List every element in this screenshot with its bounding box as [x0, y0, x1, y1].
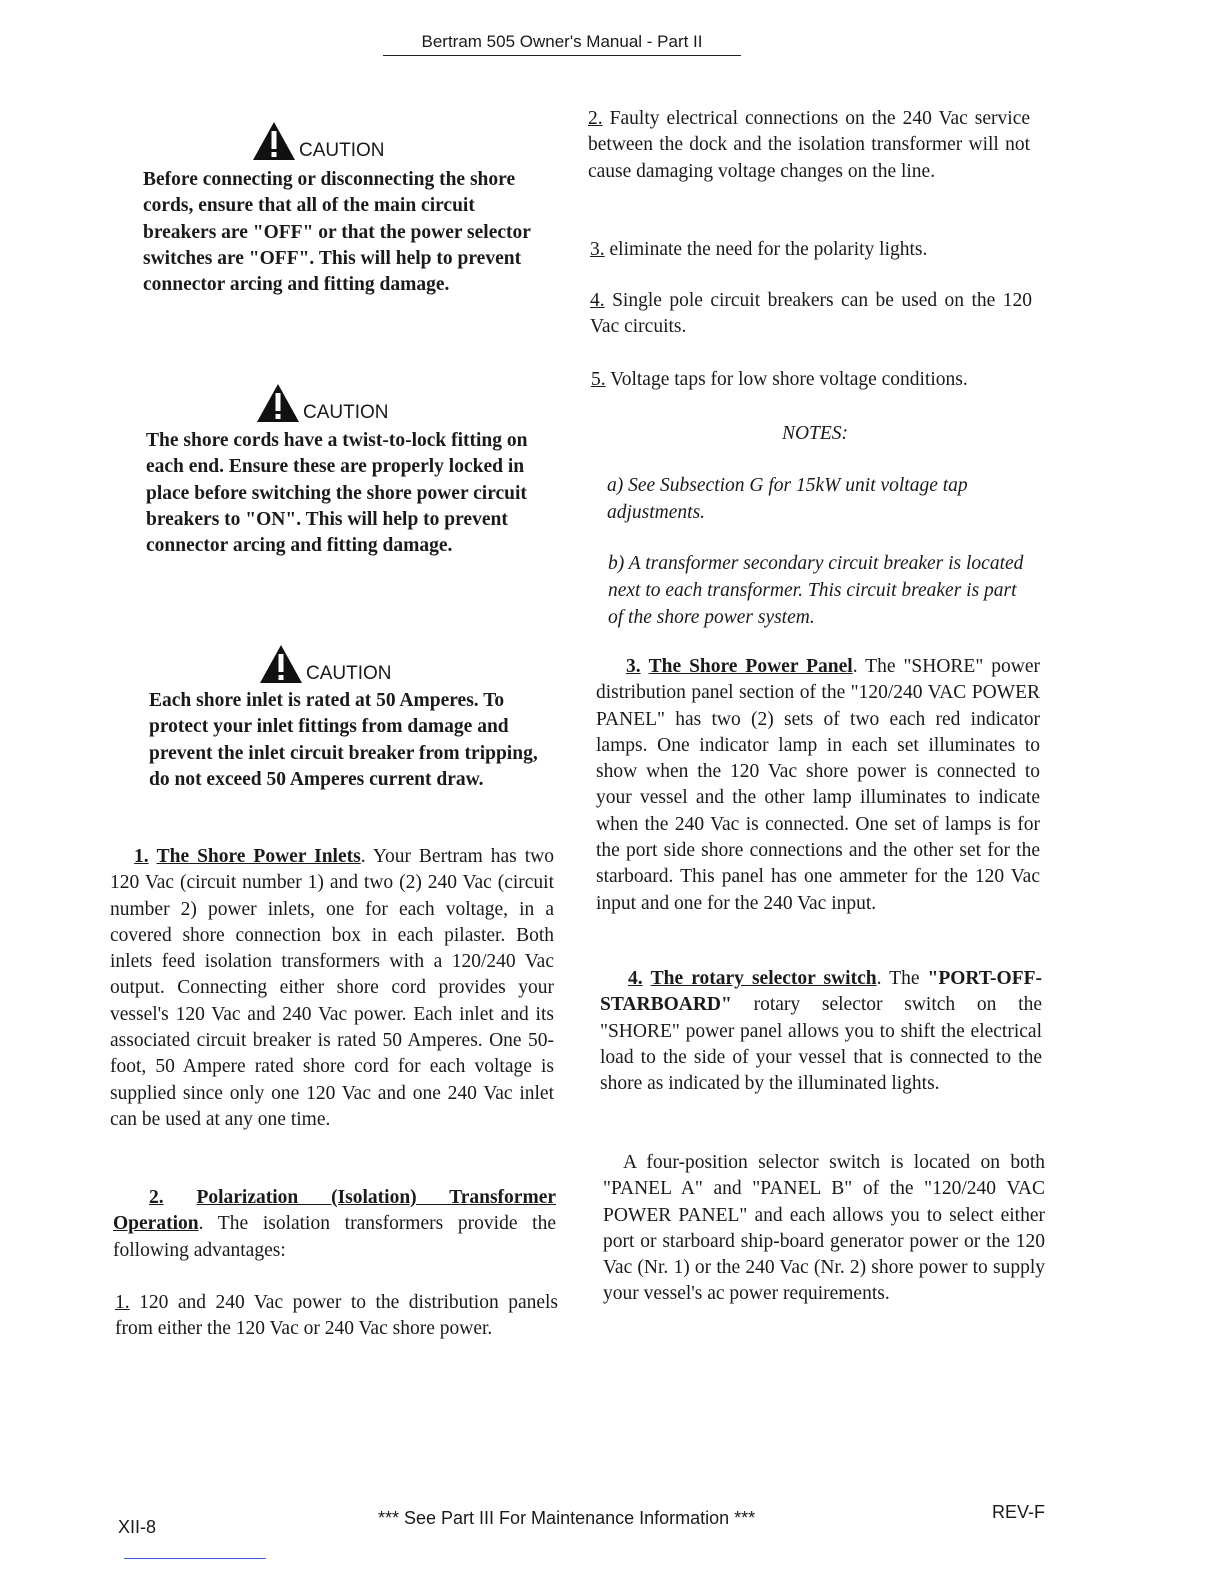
- warning-triangle-icon: [251, 120, 297, 162]
- section-transformer-operation: [113, 1185, 556, 1264]
- revision-label: REV-F: [992, 1502, 1046, 1522]
- item-number: 1.: [115, 1292, 130, 1313]
- caution-heading: [255, 382, 389, 424]
- note-a: a) See Subsection G for 15kW unit voltage tap adjustments.: [607, 475, 968, 523]
- section-number: 2.: [149, 1187, 164, 1208]
- advantage-item: [590, 288, 1032, 341]
- warning-triangle-icon: [255, 382, 301, 424]
- warning-triangle-icon: [258, 643, 304, 685]
- advantage-item: [590, 237, 1032, 263]
- note-b: b) A transformer secondary circuit breaker is located next to each transformer. This circuit breaker is part of the shore power system.: [608, 553, 1024, 628]
- advantage-item: [115, 1290, 558, 1343]
- section-title: The Shore Power Panel: [648, 656, 853, 677]
- caution-text: Before connecting or disconnecting the shore cords, ensure that all of the main circuit breakers are "OFF" or that the power selector switches are "OFF". This will help to prevent connector arcing and fitting damage.: [143, 169, 531, 296]
- section-title: The rotary selector switch: [650, 968, 877, 989]
- section-body: . The: [876, 968, 928, 989]
- section-title: The Shore Power Inlets: [156, 846, 361, 867]
- paragraph-four-position-switch: A four-position selector switch is located on both "PANEL A" and "PANEL B" of the "120/240 VAC POWER PANEL" and each allows you to select either port or starboard ship-board generator power or the 120 Vac (Nr. 1) or the 240 Vac (Nr. 2) shore power to supply your vessel's ac power requirements.: [603, 1152, 1045, 1305]
- section-body: . Your Bertram has two 120 Vac (circuit number 1) and two (2) 240 Vac (circuit number 2) power inlets, one for each voltage, in a covered shore connection box in each pilaster. Both inlets feed isolation transformers with a 120/240 Vac output. Connecting either shore cord provides your vessel's 120 Vac and 240 Vac power. Each inlet and its associated circuit breaker is rated 50 Amperes. One 50-foot, 50 Ampere rated shore cord for each voltage is supplied since only one 120 Vac and one 240 Vac inlet can be used at any one time.: [110, 846, 554, 1130]
- caution-text: Each shore inlet is rated at 50 Amperes. To protect your inlet fittings from damage and prevent the inlet circuit breaker from tripping, do not exceed 50 Amperes current draw.: [149, 690, 538, 790]
- section-rotary-selector: [600, 966, 1042, 1097]
- switch-name: "PORT-OFF-STARBOARD": [600, 968, 1043, 1016]
- advantage-item: [588, 106, 1030, 185]
- section-title: Polarization (Isolation) Transformer Operation: [113, 1187, 556, 1235]
- caution-label: CAUTION: [306, 663, 392, 684]
- item-text: Faulty electrical connections on the 240 Vac service between the dock and the isolation transformer will not cause damaging voltage changes on the line.: [588, 108, 1030, 182]
- item-number: 2.: [588, 108, 603, 129]
- item-number: 4.: [590, 290, 605, 311]
- page-number: XII-8: [118, 1517, 157, 1537]
- section-number: 1.: [134, 846, 149, 867]
- section-body: . The isolation transformers provide the following advantages:: [113, 1213, 556, 1261]
- caution-label: CAUTION: [303, 402, 389, 423]
- caution-label: CAUTION: [299, 140, 385, 161]
- bottom-rule: [124, 1558, 266, 1559]
- section-shore-power-panel: [596, 654, 1040, 917]
- section-body: . The "SHORE" power distribution panel section of the "120/240 VAC POWER PANEL" has two (2) sets of two each red indicator lamps. One indicator lamp in each set illuminates to show when the 120 Vac shore power is connected to your vessel and the other lamp illuminates to indicate when the 240 Vac is connected. One set of lamps is for the port side shore connections and the other set for the starboard. This panel has one ammeter for the 120 Vac input and one for the 240 Vac input.: [596, 656, 1041, 914]
- item-text: Voltage taps for low shore voltage conditions.: [610, 369, 968, 390]
- caution-heading: [251, 120, 385, 162]
- caution-heading: [258, 643, 392, 685]
- item-text: eliminate the need for the polarity lights.: [609, 239, 928, 260]
- item-text: 120 and 240 Vac power to the distribution panels from either the 120 Vac or 240 Vac shore power.: [115, 1292, 559, 1340]
- page-header: Bertram 505 Owner's Manual - Part II: [383, 32, 741, 56]
- advantage-item: [591, 367, 1033, 393]
- section-number: 3.: [626, 656, 641, 677]
- item-text: Single pole circuit breakers can be used on the 120 Vac circuits.: [590, 290, 1032, 338]
- caution-text: The shore cords have a twist-to-lock fitting on each end. Ensure these are properly locked in place before switching the shore power circuit breakers to "ON". This will help to prevent connector arcing and fitting damage.: [146, 430, 528, 557]
- section-body: rotary selector switch on the "SHORE" power panel allows you to shift the electrical load to the side of your vessel that is connected to the shore as indicated by the illuminated lights.: [600, 994, 1042, 1095]
- item-number: 5.: [591, 369, 606, 390]
- notes-title: NOTES:: [781, 423, 849, 444]
- section-shore-power-inlets: [110, 844, 554, 1133]
- footer-note: *** See Part III For Maintenance Information ***: [378, 1508, 756, 1528]
- section-number: 4.: [628, 968, 643, 989]
- item-number: 3.: [590, 239, 605, 260]
